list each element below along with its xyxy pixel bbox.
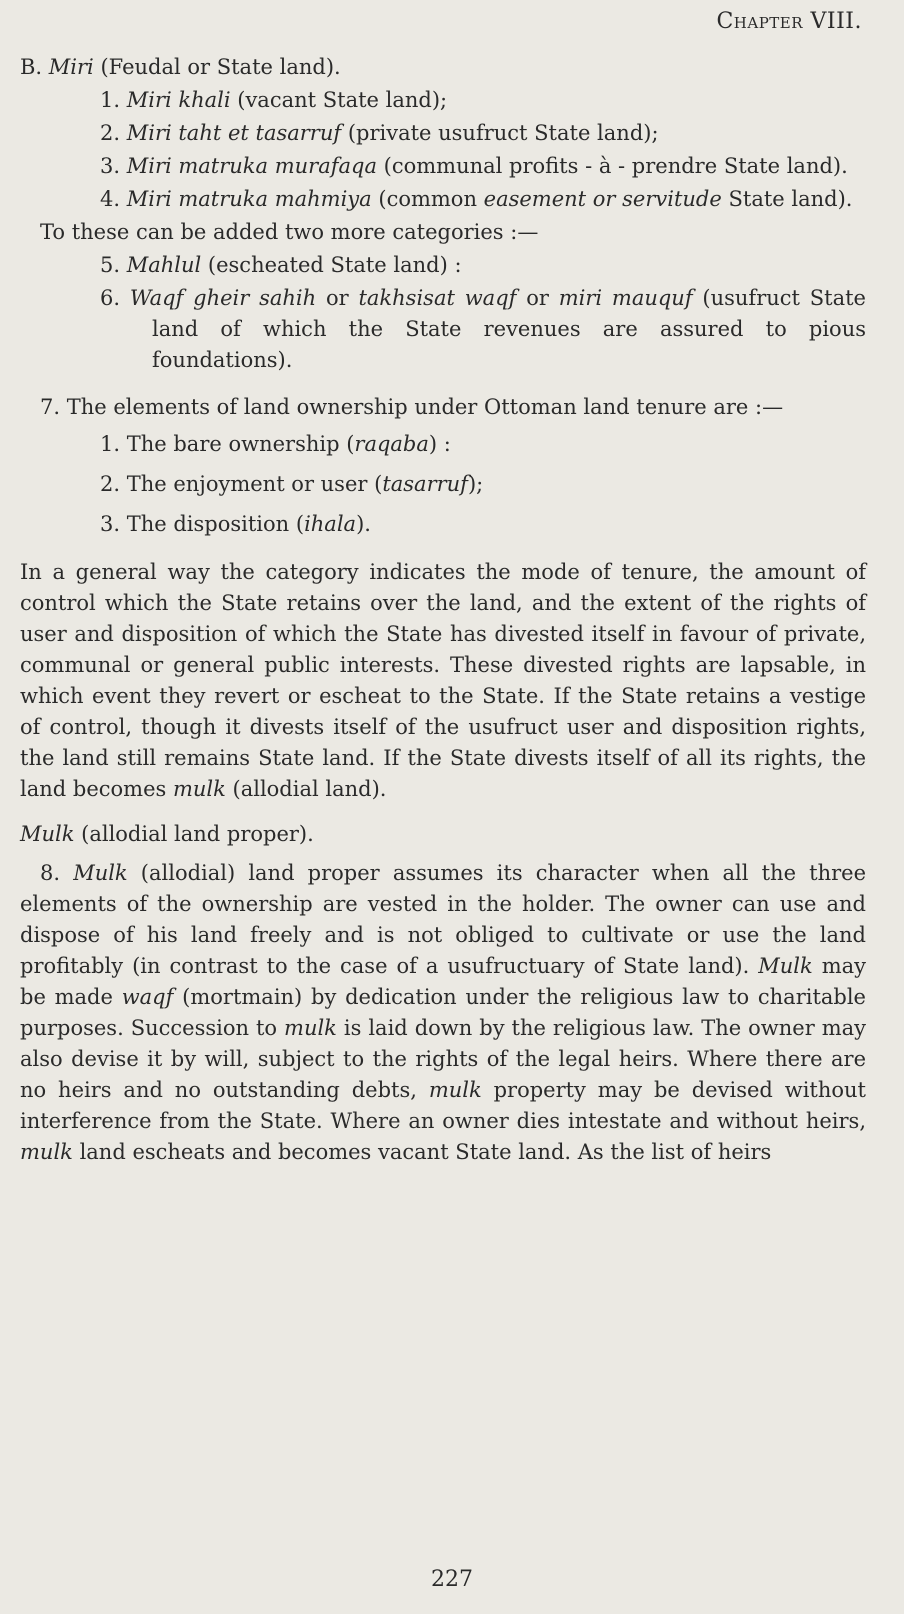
item-end: ); — [467, 472, 484, 496]
paragraph-text: (allodial) land proper assumes its character when all the three elements of the ownership are vested in the holder. The owner can use and dispose of his land freely and is not obliged to cultivate or use the land profitably (in contrast to the case of a usufructuary of State land). — [20, 861, 867, 978]
heading-term: Mulk — [20, 822, 75, 846]
item-number: 2. — [100, 472, 127, 496]
paragraph-term: Mulk — [758, 954, 813, 978]
item-number: 1. — [100, 88, 127, 112]
mulk-heading — [20, 819, 866, 850]
elements-list — [20, 429, 866, 540]
section-description: (Feudal or State land). — [93, 55, 341, 79]
paragraph-text: land escheats and becomes vacant State land. As the list of heirs — [72, 1140, 772, 1164]
item-term: miri mauquf — [558, 286, 693, 310]
item-description: (vacant State land); — [230, 88, 448, 112]
item-term: raqaba — [354, 432, 429, 456]
section-number: B. — [20, 55, 49, 79]
item-number: 6. — [100, 286, 130, 310]
paragraph-term: mulk — [172, 777, 226, 801]
item-description: (escheated State land) : — [201, 253, 462, 277]
page-body — [20, 52, 866, 1168]
item-number: 5. — [100, 253, 127, 277]
general-paragraph — [20, 557, 866, 805]
item-connector: or — [516, 286, 559, 310]
item-description: (common — [371, 187, 484, 211]
item-connector: or — [316, 286, 359, 310]
section-b-heading — [20, 52, 866, 83]
item-term: Waqf gheir sahih — [129, 286, 317, 310]
item-description: (private usufruct State land); — [341, 121, 659, 145]
added-item-5 — [100, 250, 866, 281]
paragraph-8 — [20, 858, 866, 1168]
item-term: Miri khali — [126, 88, 231, 112]
item-term: takhsisat waqf — [358, 286, 517, 310]
item-number: 4. — [100, 187, 127, 211]
item-description-end: State land). — [721, 187, 853, 211]
item-end: ) : — [428, 432, 451, 456]
item-term: ihala — [304, 512, 357, 536]
paragraph-end: (allodial land). — [225, 777, 387, 801]
item-number: 3. — [100, 512, 127, 536]
item-number: 3. — [100, 154, 127, 178]
added-categories-intro: To these can be added two more categories :— — [40, 220, 539, 244]
paragraph-term: mulk — [20, 1140, 73, 1164]
paragraph-term: mulk — [284, 1016, 337, 1040]
miri-item-1 — [100, 85, 866, 116]
paragraph-text: In a general way the category indicates the mode of tenure, the amount of control which the State retains over the land, and the extent of the rights of user and disposition of which the State has divested itself in favour of private, communal or general public interests. These divested rights are lapsable, in which event they revert or escheat to the State. If the State retains a vestige of control, though it divests itself of the usufruct user and disposition rights, the land still remains State land. If the State divests itself of all its rights, the land becomes — [20, 560, 866, 801]
heading-text: (allodial land proper). — [74, 822, 314, 846]
paragraph-text: (mortmain) by dedication under the religious law to charitable purposes. Succession to — [20, 985, 866, 1040]
paragraph-term: Mulk — [73, 861, 128, 885]
item-term: Miri matruka mahmiya — [126, 187, 372, 211]
item-end: ). — [356, 512, 371, 536]
miri-item-3 — [100, 151, 866, 182]
element-item-3 — [100, 509, 866, 540]
item-description: (communal profits - à - prendre State land). — [376, 154, 848, 178]
item-term: tasarruf — [382, 472, 468, 496]
element-item-2 — [100, 469, 866, 500]
item-description: (usufruct State land of which the State revenues are assured to pious foundations). — [152, 286, 866, 372]
item-text: The bare ownership ( — [126, 432, 355, 456]
added-item-6 — [100, 283, 866, 376]
element-item-1 — [100, 429, 866, 460]
paragraph-text: may be made — [20, 954, 866, 1009]
paragraph-text: property may be devised without interference from the State. Where an owner dies intestate and without heirs, — [20, 1078, 866, 1133]
page-number: 227 — [431, 1567, 473, 1592]
item-text: The disposition ( — [126, 512, 305, 536]
item-term: Mahlul — [126, 253, 202, 277]
miri-item-2 — [100, 118, 866, 149]
paragraph-text: 8. — [40, 861, 74, 885]
paragraph-term: waqf — [121, 985, 174, 1009]
paragraph-7: 7. The elements of land ownership under Ottoman land tenure are :— — [40, 395, 784, 419]
section-term: Miri — [48, 55, 94, 79]
paragraph-text: is laid down by the religious law. The owner may also devise it by will, subject to the rights of the legal heirs. Where there are no heirs and no outstanding debts, — [20, 1016, 866, 1102]
item-number: 1. — [100, 432, 127, 456]
item-text: The enjoyment or user ( — [126, 472, 383, 496]
item-number: 2. — [100, 121, 127, 145]
chapter-header: Chapter VIII. — [716, 9, 862, 34]
item-term-secondary: easement or servitude — [483, 187, 722, 211]
paragraph-term: mulk — [428, 1078, 482, 1102]
item-term: Miri matruka murafaqa — [126, 154, 377, 178]
miri-item-4 — [100, 184, 866, 215]
item-term: Miri taht et tasarruf — [126, 121, 342, 145]
